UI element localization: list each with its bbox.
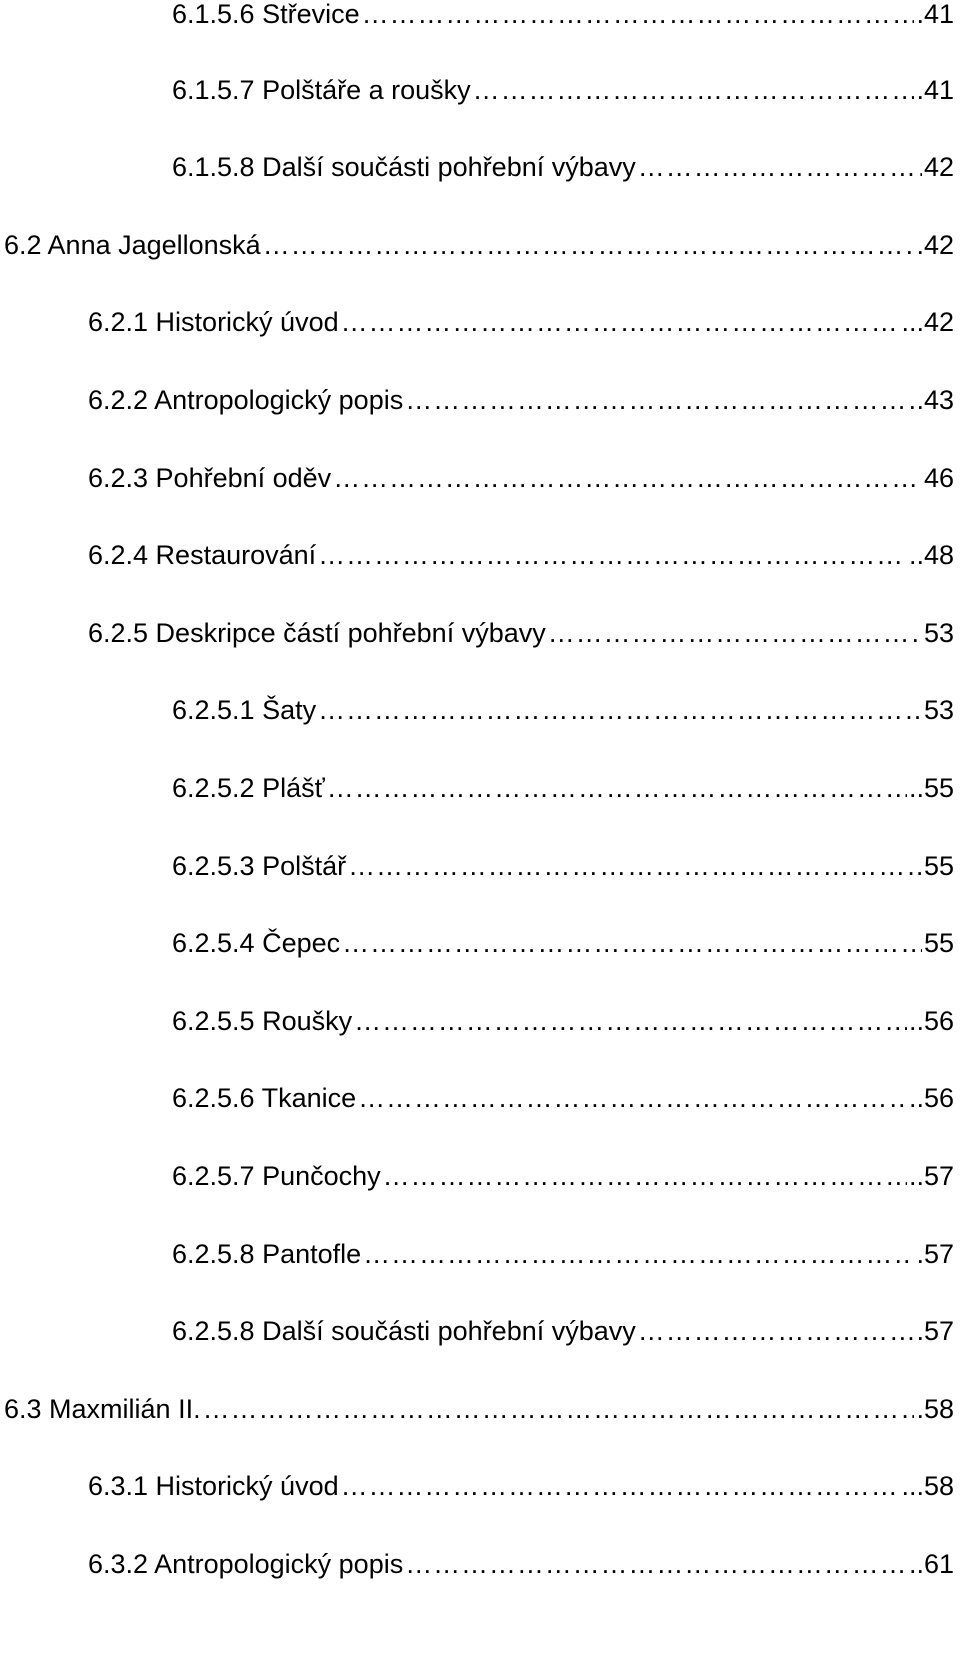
toc-entry-label: 6.2.5.5 Roušky bbox=[172, 1006, 353, 1036]
toc-dot-leader bbox=[348, 846, 922, 886]
toc-entry bbox=[172, 1234, 954, 1274]
toc-dot-leader bbox=[333, 458, 922, 498]
toc-page-number: ..55 bbox=[908, 773, 954, 803]
toc-page-number: .42 bbox=[916, 230, 954, 260]
toc-page-number: ..57 bbox=[908, 1161, 954, 1191]
toc-dot-leader bbox=[342, 923, 922, 963]
toc-entry bbox=[88, 535, 954, 575]
toc-page-number: 46 bbox=[923, 463, 954, 493]
toc-page-number: 53 bbox=[923, 695, 954, 725]
toc-entry-label: 6.1.5.7 Polštáře a roušky bbox=[172, 75, 471, 105]
toc-entry-label: 6.2.4 Restaurování bbox=[88, 540, 317, 570]
toc-entry bbox=[172, 1156, 954, 1196]
toc-page-number: 55 bbox=[923, 928, 954, 958]
toc-entry-label: 6.2.5.8 Pantofle bbox=[172, 1239, 362, 1269]
toc-page-number: .58 bbox=[916, 1394, 954, 1424]
toc-dot-leader bbox=[263, 225, 915, 265]
toc-dot-leader bbox=[473, 70, 915, 110]
toc-entry-label: 6.2 Anna Jagellonská bbox=[4, 230, 261, 260]
toc-entry bbox=[88, 380, 954, 420]
toc-entry bbox=[172, 690, 954, 730]
toc-page-number: ..56 bbox=[908, 1083, 954, 1113]
toc-entry bbox=[88, 1466, 954, 1506]
toc-page-number: ..48 bbox=[908, 540, 954, 570]
toc-entry bbox=[88, 458, 954, 498]
toc-dot-leader bbox=[638, 147, 922, 187]
toc-dot-leader bbox=[318, 535, 907, 575]
toc-entry-label: 6.2.5.7 Punčochy bbox=[172, 1161, 381, 1191]
toc-entry-label: 6.2.5 Deskripce částí pohřební výbavy bbox=[88, 618, 546, 648]
toc-entry bbox=[172, 1311, 954, 1351]
toc-entry bbox=[172, 768, 954, 808]
toc-entry-label: 6.3.2 Antropologický popis bbox=[88, 1549, 404, 1579]
toc-entry-label: 6.2.5.2 Plášť bbox=[172, 773, 325, 803]
toc-entry bbox=[172, 923, 954, 963]
toc-dot-leader bbox=[358, 1078, 907, 1118]
toc-page-number: ..61 bbox=[908, 1549, 954, 1579]
toc-entry-label: 6.3 Maxmilián II. bbox=[4, 1394, 201, 1424]
toc-dot-leader bbox=[405, 1544, 907, 1584]
toc-dot-leader bbox=[203, 1389, 915, 1429]
toc-entry-label: 6.2.5.6 Tkanice bbox=[172, 1083, 357, 1113]
toc-page-number: .41 bbox=[916, 75, 954, 105]
toc-dot-leader bbox=[341, 302, 900, 342]
toc-entry-label: 6.1.5.6 Střevice bbox=[172, 0, 360, 29]
toc-dot-leader bbox=[327, 768, 907, 808]
toc-page-number: 42 bbox=[923, 152, 954, 182]
toc-page-number: ...58 bbox=[901, 1471, 954, 1501]
toc-entry bbox=[172, 846, 954, 886]
toc-entry bbox=[172, 1078, 954, 1118]
toc-page-number: ..56 bbox=[908, 1006, 954, 1036]
toc-entry-label: 6.2.5.1 Šaty bbox=[172, 695, 317, 725]
toc-entry bbox=[172, 70, 954, 110]
toc-page-number: .57 bbox=[916, 1239, 954, 1269]
toc-dot-leader bbox=[383, 1156, 907, 1196]
toc-dot-leader bbox=[405, 380, 914, 420]
toc-entry bbox=[4, 1389, 954, 1429]
toc-entry-label: 6.3.1 Historický úvod bbox=[88, 1471, 339, 1501]
toc-entry-label: 6.2.5.8 Další součásti pohřební výbavy bbox=[172, 1316, 636, 1346]
toc-page-number: .57 bbox=[916, 1316, 954, 1346]
toc-page-number: ...42 bbox=[901, 307, 954, 337]
toc-dot-leader bbox=[362, 0, 915, 34]
toc-dot-leader bbox=[354, 1001, 907, 1041]
toc-entry-label: 6.2.2 Antropologický popis bbox=[88, 385, 404, 415]
toc-dot-leader bbox=[341, 1466, 900, 1506]
toc-entry-label: 6.2.1 Historický úvod bbox=[88, 307, 339, 337]
toc-dot-leader bbox=[638, 1311, 915, 1351]
toc-entry-label: 6.2.5.3 Polštář bbox=[172, 851, 347, 881]
toc-entry bbox=[88, 613, 954, 653]
toc-page-number: 53 bbox=[923, 618, 954, 648]
toc-dot-leader bbox=[318, 690, 922, 730]
toc-entry-label: 6.2.5.4 Čepec bbox=[172, 928, 341, 958]
toc-entry bbox=[4, 225, 954, 265]
toc-entry bbox=[172, 147, 954, 187]
toc-page-number: .43 bbox=[916, 385, 954, 415]
toc-dot-leader bbox=[363, 1234, 914, 1274]
toc-page-number: .41 bbox=[916, 0, 954, 29]
toc-entry-label: 6.2.3 Pohřební oděv bbox=[88, 463, 332, 493]
toc-page-number: 55 bbox=[923, 851, 954, 881]
toc-entry-label: 6.1.5.8 Další součásti pohřební výbavy bbox=[172, 152, 636, 182]
toc-entry bbox=[88, 1544, 954, 1584]
toc-dot-leader bbox=[548, 613, 922, 653]
toc-entry bbox=[172, 0, 954, 34]
toc-entry bbox=[88, 302, 954, 342]
toc-entry bbox=[172, 1001, 954, 1041]
